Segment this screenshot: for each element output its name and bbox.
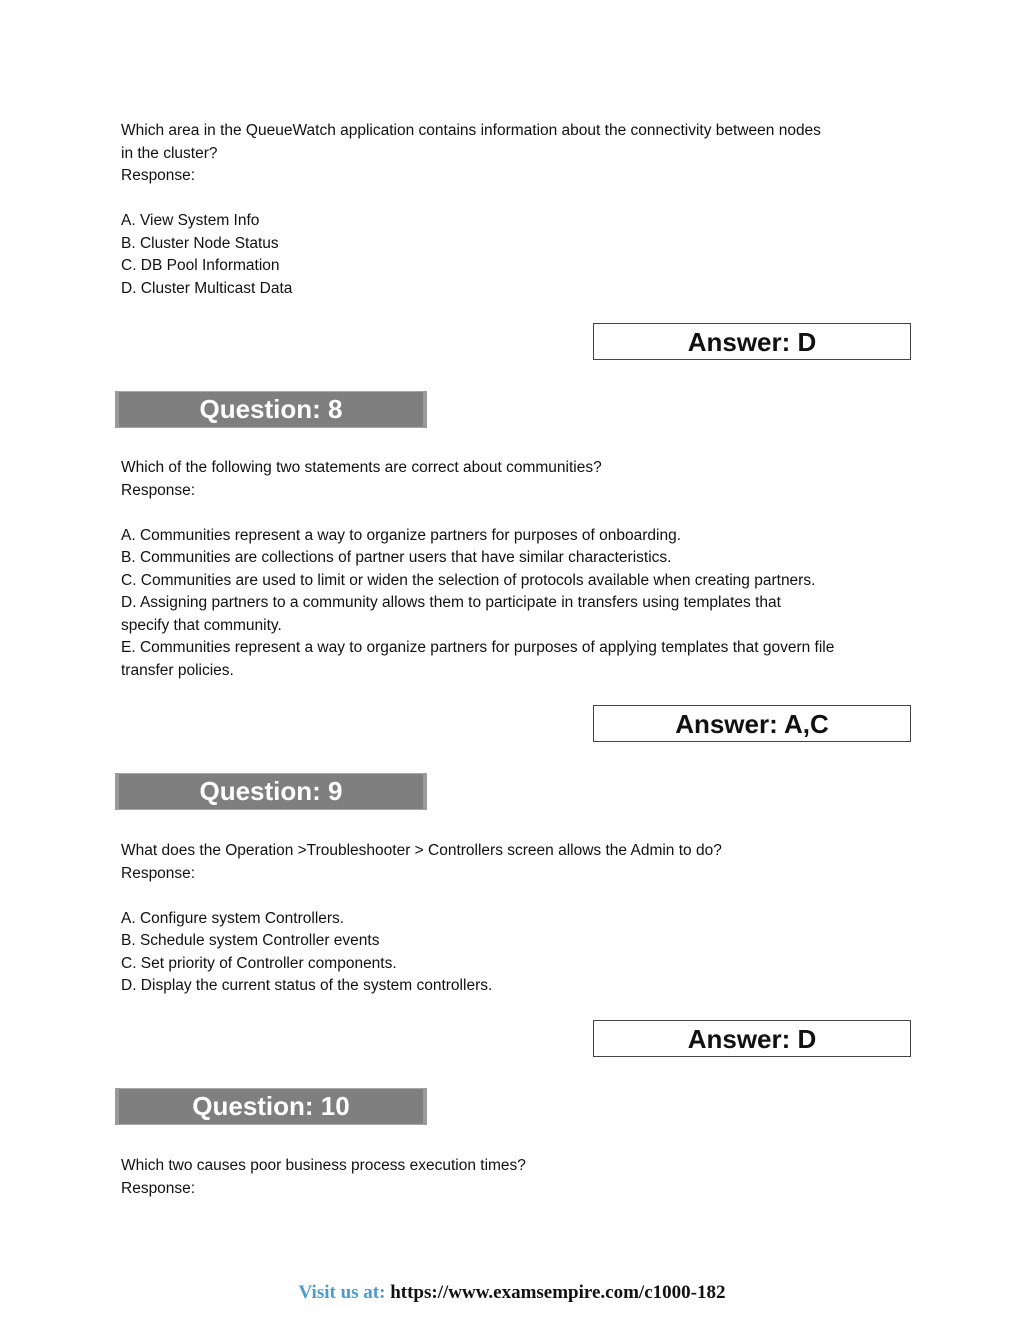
question-9-header: Question: 9 — [115, 773, 427, 810]
question-9-block — [121, 840, 911, 998]
footer-visit-label: Visit us at: — [298, 1282, 386, 1303]
page-footer — [0, 1281, 1024, 1305]
option-e: E. Communities represent a way to organize partners for purposes of applying templates that govern file — [121, 639, 835, 656]
question-9-text: What does the Operation >Troubleshooter > Controllers screen allows the Admin to do? — [121, 842, 722, 859]
option-c: C. Set priority of Controller components. — [121, 954, 397, 972]
question-8-text: Which of the following two statements are correct about communities? — [121, 459, 602, 476]
option-b: B. Cluster Node Status — [121, 234, 279, 252]
option-d: D. Cluster Multicast Data — [121, 279, 293, 297]
response-label: Response: — [121, 1179, 196, 1197]
question-10-text: Which two causes poor business process execution times? — [121, 1157, 526, 1174]
option-d: D. Assigning partners to a community allows them to participate in transfers using templates that — [121, 594, 781, 611]
question-7-text-line-1: Which area in the QueueWatch application contains information about the connectivity between nodes — [121, 122, 821, 139]
option-b: B. Schedule system Controller events — [121, 932, 380, 949]
option-b: B. Communities are collections of partner users that have similar characteristics. — [121, 549, 672, 566]
option-c: C. DB Pool Information — [121, 257, 280, 274]
question-10-header: Question: 10 — [115, 1088, 427, 1125]
answer-box-q8: Answer: A,C — [593, 705, 911, 742]
option-c: C. Communities are used to limit or widen the selection of protocols available when creating partners. — [121, 571, 816, 589]
question-8-header: Question: 8 — [115, 391, 427, 428]
question-10-block — [121, 1155, 911, 1200]
option-a: A. View System Info — [121, 212, 260, 229]
response-label: Response: — [121, 864, 196, 882]
question-8-block — [121, 457, 911, 682]
answer-box-q7: Answer: D — [593, 323, 911, 360]
answer-box-q9: Answer: D — [593, 1020, 911, 1057]
question-7-block — [121, 120, 911, 300]
question-7-text-line-2: in the cluster? — [121, 144, 218, 162]
option-a: A. Configure system Controllers. — [121, 909, 345, 927]
option-e-continued: transfer policies. — [121, 661, 234, 679]
option-d: D. Display the current status of the system controllers. — [121, 977, 493, 994]
response-label: Response: — [121, 167, 196, 184]
response-label: Response: — [121, 481, 196, 499]
footer-url-link[interactable]: https://www.examsempire.com/c1000-182 — [390, 1282, 726, 1303]
option-d-continued: specify that community. — [121, 616, 282, 634]
option-a: A. Communities represent a way to organize partners for purposes of onboarding. — [121, 526, 682, 544]
